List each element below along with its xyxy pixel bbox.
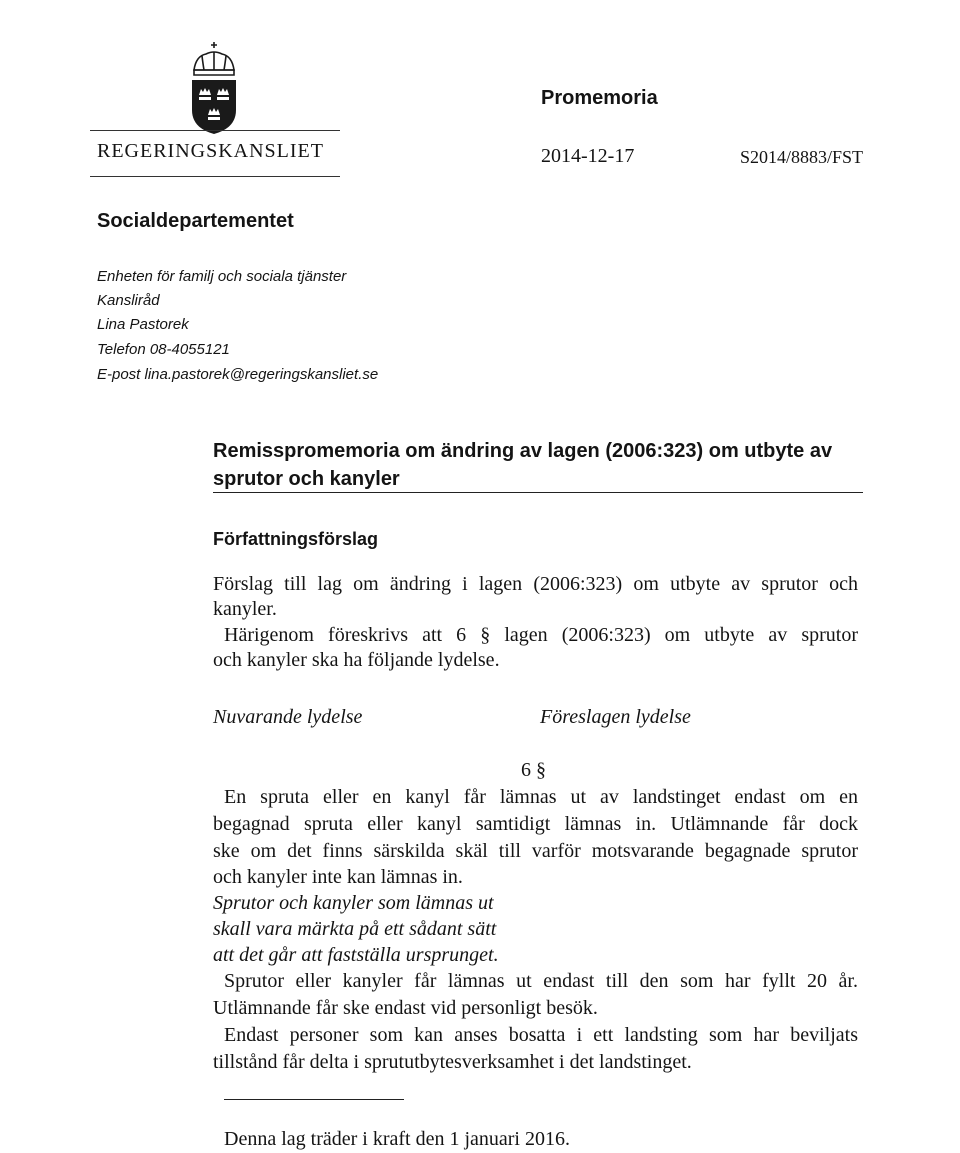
provision-line-8: tillstånd får delta i sprututbytesverksamhet i det landstinget. — [213, 1051, 692, 1073]
proposed-wording-heading: Föreslagen lydelse — [540, 706, 691, 728]
sender-role: Kansliråd — [97, 292, 160, 309]
document-reference: S2014/8883/FST — [740, 147, 864, 167]
title-underline — [213, 492, 863, 493]
document-date: 2014-12-17 — [541, 145, 635, 167]
intro-line-2: kanyler. — [213, 598, 277, 620]
sender-email: E-post lina.pastorek@regeringskansliet.se — [97, 366, 379, 383]
memo-title-line-1: Remisspromemoria om ändring av lagen (2006:323) om utbyte av — [213, 440, 833, 462]
provision-line-6: Utlämnande får ske endast vid personligt besök. — [213, 997, 598, 1019]
footer-separator — [224, 1099, 404, 1100]
provision-line-3: ske om det finns särskilda skäl till varför motsvarande begagnade sprutor — [213, 840, 858, 862]
sender-name: Lina Pastorek — [97, 316, 189, 333]
current-wording-heading: Nuvarande lydelse — [213, 706, 363, 728]
organisation-name: REGERINGSKANSLIET — [97, 140, 324, 162]
government-crest-logo — [186, 40, 242, 136]
intro-line-1: Förslag till lag om ändring i lagen (2006:323) om utbyte av sprutor och — [213, 573, 858, 595]
department-name: Socialdepartementet — [97, 210, 294, 232]
repealed-line-2: skall vara märkta på ett sådant sätt — [213, 918, 497, 940]
organisation-bottom-rule — [90, 176, 340, 177]
paragraph-number: 6 § — [521, 759, 546, 781]
entry-into-force: Denna lag träder i kraft den 1 januari 2016. — [224, 1128, 570, 1150]
provision-line-4: och kanyler inte kan lämnas in. — [213, 866, 463, 888]
repealed-line-3: att det går att fastställa ursprunget. — [213, 944, 499, 966]
sender-unit: Enheten för familj och sociala tjänster — [97, 268, 347, 285]
document-type: Promemoria — [541, 87, 658, 109]
memo-title-line-2: sprutor och kanyler — [213, 468, 400, 490]
organisation-top-rule — [90, 130, 340, 131]
intro-line-4: och kanyler ska ha följande lydelse. — [213, 649, 500, 671]
section-heading: Författningsförslag — [213, 529, 378, 549]
intro-line-3: Härigenom föreskrivs att 6 § lagen (2006:323) om utbyte av sprutor — [224, 624, 858, 646]
provision-line-7: Endast personer som kan anses bosatta i ett landsting som har beviljats — [224, 1024, 858, 1046]
provision-line-2: begagnad spruta eller kanyl samtidigt lämnas in. Utlämnande får dock — [213, 813, 858, 835]
repealed-line-1: Sprutor och kanyler som lämnas ut — [213, 892, 494, 914]
sender-phone: Telefon 08-4055121 — [97, 341, 230, 358]
provision-line-1: En spruta eller en kanyl får lämnas ut av landstinget endast om en — [224, 786, 858, 808]
provision-line-5: Sprutor eller kanyler får lämnas ut endast till den som har fyllt 20 år. — [224, 970, 858, 992]
